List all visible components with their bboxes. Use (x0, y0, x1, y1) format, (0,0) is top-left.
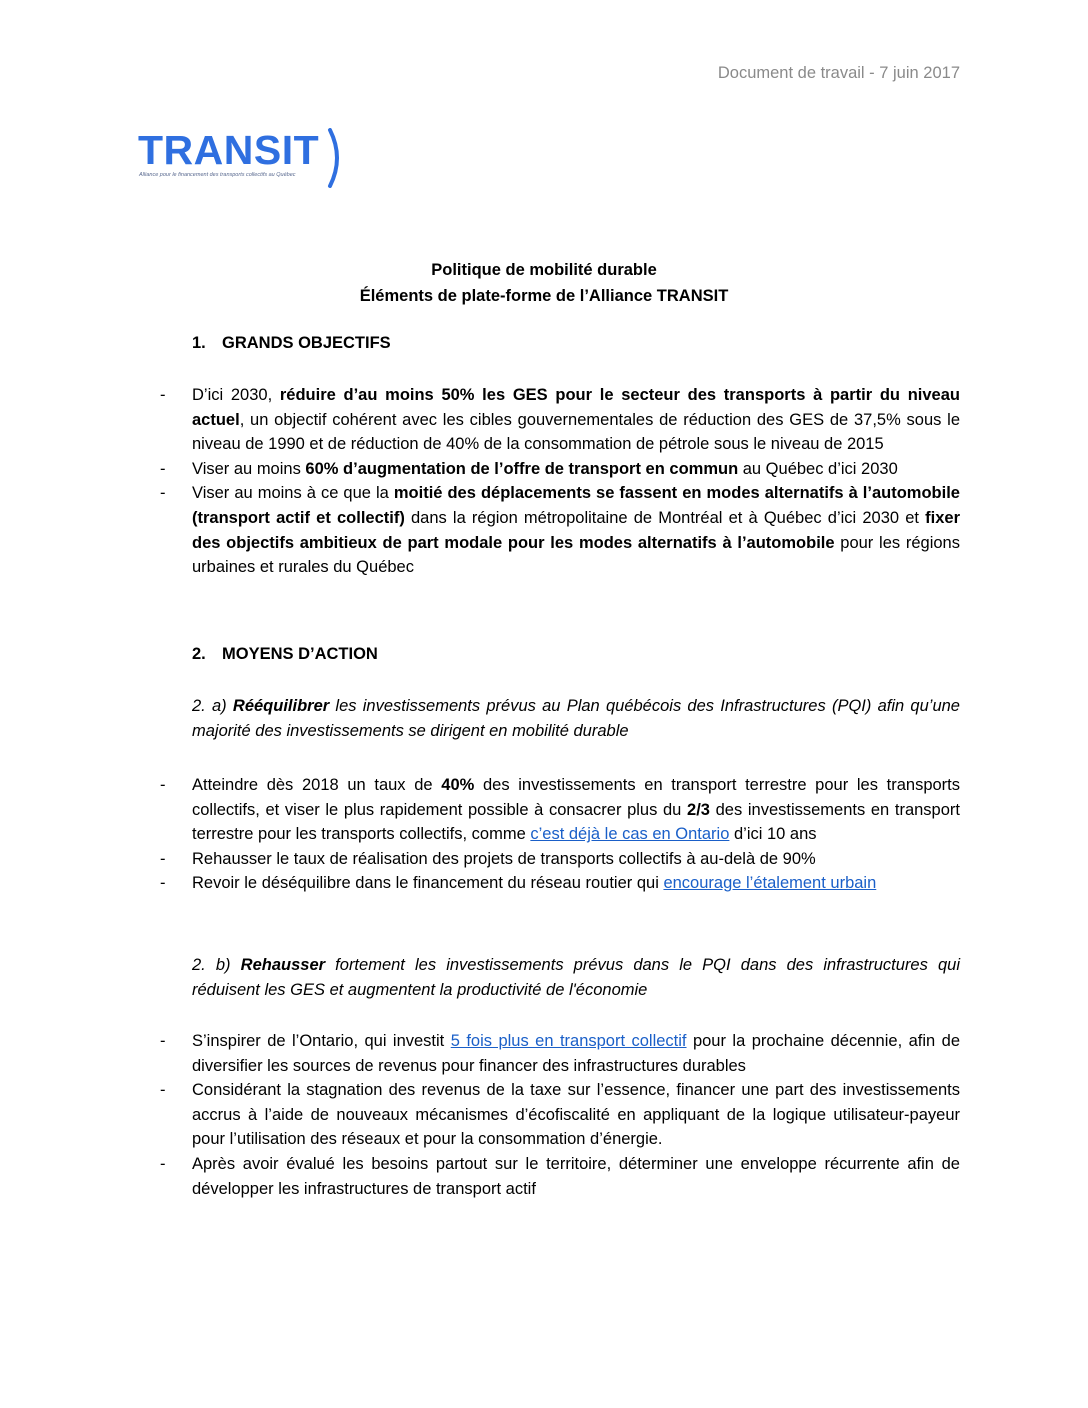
list-item: - Revoir le déséquilibre dans le financement du réseau routier qui encourage l’étalement urbain (128, 871, 960, 896)
urban-sprawl-link[interactable]: encourage l’étalement urbain (663, 874, 877, 893)
bullet-dash: - (160, 386, 166, 404)
section-number: 2. (192, 645, 206, 663)
bullet-dash: - (160, 1154, 166, 1173)
logo-wordmark: TRANSIT (138, 127, 320, 173)
list-item: - Viser au moins à ce que la moitié des déplacements se fassent en modes alternatifs à l’automobile (transport actif et collectif) dans la région métropolitaine de Montréal et à Québec d’ici 2030 et fixer des objectifs ambitieux de part modale pour les modes alternatifs à l’automobile pour les régions urbaines et rurales du Québec (128, 481, 960, 579)
subsection-heading-2a: 2. a) Rééquilibrer les investissements prévus au Plan québécois des Infrastructures (PQI) afin qu’une majorité des investissements se dirigent en mobilité durable (192, 697, 960, 740)
list-item: - Atteindre dès 2018 un taux de 40% des investissements en transport terrestre pour les transports collectifs, et viser le plus rapidement possible à consacrer plus du 2/3 des investissements en transport terrestre pour les transports collectifs, comme c’est déjà le cas en Ontario d’ici 10 ans (128, 773, 960, 847)
section-heading-grands-objectifs (192, 334, 391, 353)
chevron-right-icon (326, 128, 348, 188)
actions-list-2b (128, 1029, 960, 1201)
bullet-dash: - (160, 849, 166, 868)
section-title: GRANDS OBJECTIFS (222, 334, 391, 352)
list-item: - Rehausser le taux de réalisation des projets de transports collectifs à au-delà de 90% (128, 847, 960, 872)
list-item: - S’inspirer de l’Ontario, qui investit 5 fois plus en transport collectif pour la prochaine décennie, afin de diversifier les sources de revenus pour financer des infrastructures durables (128, 1029, 960, 1078)
transit-logo (138, 128, 358, 190)
ontario-reference-link[interactable]: c’est déjà le cas en Ontario (530, 825, 730, 844)
list-item: - D’ici 2030, réduire d’au moins 50% les GES pour le secteur des transports à partir du niveau actuel, un objectif cohérent avec les cibles gouvernementales de réduction des GES de 37,5% sous le niveau de 1990 et de réduction de 40% de la consommation de pétrole sous le niveau de 2015 (128, 383, 960, 457)
list-item: - Viser au moins 60% d’augmentation de l’offre de transport en commun au Québec d’ici 2030 (128, 457, 960, 482)
section-heading-moyens-action (192, 645, 378, 664)
section-title: MOYENS D’ACTION (222, 645, 378, 663)
bullet-dash: - (160, 459, 166, 478)
objectives-list (128, 383, 960, 580)
document-subtitle: Éléments de plate-forme de l’Alliance TRANSIT (359, 287, 729, 305)
ontario-investment-link[interactable]: 5 fois plus en transport collectif (450, 1032, 687, 1050)
bullet-dash: - (160, 1081, 166, 1100)
document-title: Politique de mobilité durable (431, 261, 657, 279)
bullet-dash: - (160, 874, 166, 893)
actions-list-2a (128, 773, 960, 896)
bullet-dash: - (160, 484, 166, 503)
document-date-note: Document de travail - 7 juin 2017 (717, 64, 960, 82)
logo-tagline: Alliance pour le financement des transports collectifs au Québec (139, 172, 296, 178)
list-item: - Après avoir évalué les besoins partout sur le territoire, déterminer une enveloppe récurrente afin de développer les infrastructures de transport actif (128, 1152, 960, 1201)
bullet-dash: - (160, 776, 166, 794)
subsection-heading-2b: 2. b) Rehausser fortement les investissements prévus dans le PQI dans des infrastructures qui réduisent les GES et augmentent la productivité de l'économie (192, 956, 960, 999)
section-number: 1. (192, 334, 206, 352)
bullet-dash: - (160, 1032, 166, 1050)
list-item: - Considérant la stagnation des revenus de la taxe sur l’essence, financer une part des investissements accrus à l’aide de nouveaux mécanismes d’écofiscalité en appliquant de la logique utilisateur-payeur pour l’utilisation des réseaux et pour la consommation d’énergie. (128, 1078, 960, 1152)
document-titles (128, 257, 960, 309)
